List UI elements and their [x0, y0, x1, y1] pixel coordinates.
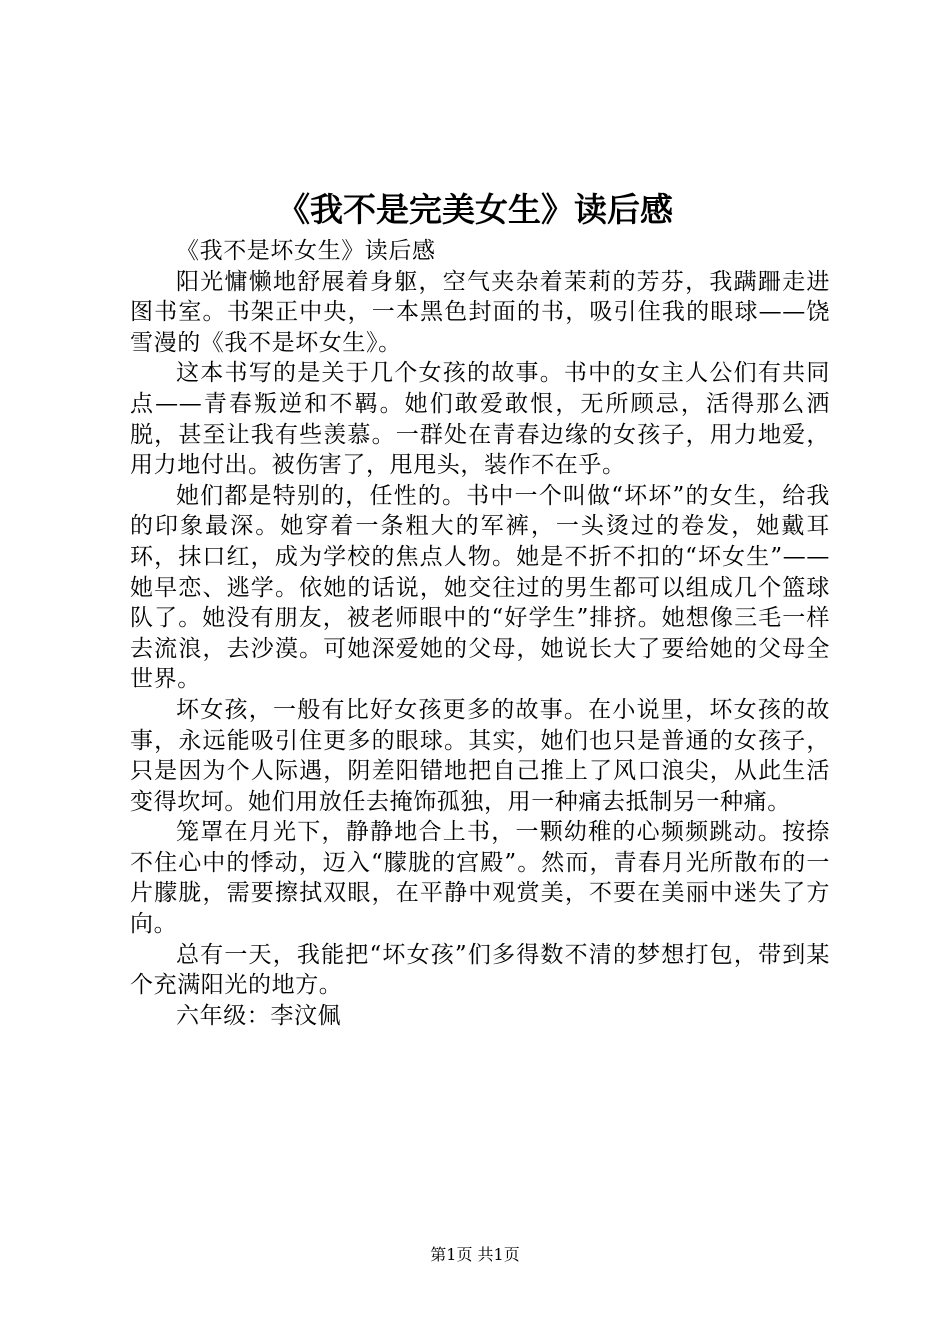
paragraph-3: 她们都是特别的，任性的。书中一个叫做“坏坏”的女生，给我的印象最深。她穿着一条粗大的军裤，一头烫过的卷发，她戴耳环，抹口红，成为学校的焦点人物。她是不折不扣的“坏女生”——她早恋、逃学。依她的话说，她交往过的男生都可以组成几个篮球队了。她没有朋友，被老师眼中的“好学生”排挤。她想像三毛一样去流浪，去沙漠。可她深爱她的父母，她说长大了要给她的父母全世界。 — [130, 482, 830, 693]
page-footer: 第1页 共1页 — [430, 1245, 520, 1264]
paragraph-2: 这本书写的是关于几个女孩的故事。书中的女主人公们有共同点——青春叛逆和不羁。她们敢爱敢恨，无所顾忌，活得那么洒脱，甚至让我有些羡慕。一群处在青春边缘的女孩子，用力地爱，用力地付出。被伤害了，甩甩头，装作不在乎。 — [130, 360, 830, 479]
paragraph-1: 阳光慵懒地舒展着身躯，空气夹杂着茉莉的芳芬，我蹒跚走进图书室。书架正中央，一本黑色封面的书，吸引住我的眼球——饶雪漫的《我不是坏女生》。 — [130, 268, 830, 356]
paragraph-4: 坏女孩，一般有比好女孩更多的故事。在小说里，坏女孩的故事，永远能吸引住更多的眼球。其实，她们也只是普通的女孩子，只是因为个人际遇，阴差阳错地把自己推上了风口浪尖，从此生活变得坎坷。她们用放任去掩饰孤独，用一种痛去抵制另一种痛。 — [130, 696, 830, 815]
document-title: 《我不是完美女生》读后感 — [277, 190, 673, 229]
author-line: 六年级：李汶佩 — [176, 1002, 342, 1029]
paragraph-6: 总有一天，我能把“坏女孩”们多得数不清的梦想打包，带到某个充满阳光的地方。 — [130, 941, 830, 999]
document-body — [130, 236, 830, 1031]
paragraph-5: 笼罩在月光下，静静地合上书，一颗幼稚的心频频跳动。按捺不住心中的悸动，迈入“朦胧的宫殿”。然而，青春月光所散布的一片朦胧，需要擦拭双眼，在平静中观赏美，不要在美丽中迷失了方向。 — [130, 819, 830, 938]
paragraph-subtitle: 《我不是坏女生》读后感 — [176, 238, 436, 264]
